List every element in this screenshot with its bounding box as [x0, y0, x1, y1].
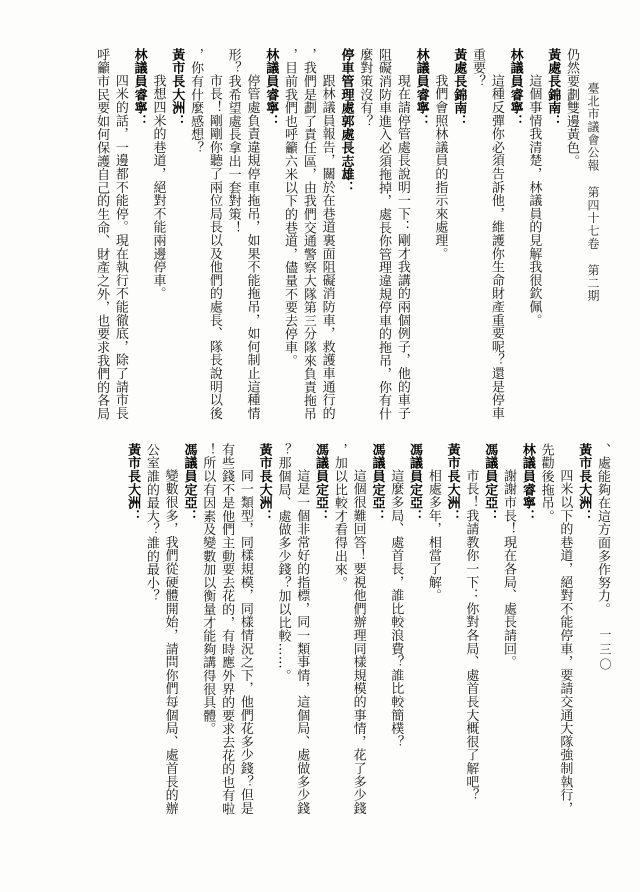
speech-line: ？那個局、處做多少錢？加以比較……。	[275, 443, 291, 683]
speech-line: 阻礙消防車進入必須拖掉，處長你管理違規停車的拖吊，你有什	[376, 48, 392, 421]
speech-line: 麼對策沒有？	[357, 48, 373, 128]
issue-number: 第二期	[586, 263, 600, 303]
speaker-label: 黃處長錦南：	[545, 48, 561, 128]
publication-title: 臺北市議會公報	[586, 82, 600, 172]
speaker-label: 黃市長大洲：	[125, 443, 141, 523]
speech-line: 我們會照林議員的指示來處理。	[432, 74, 448, 261]
speech-line: 公室誰的最大？誰的最小？	[143, 443, 159, 603]
speaker-label: 馮議員定亞：	[313, 443, 329, 523]
page-number: 一三〇	[598, 628, 612, 673]
speaker-label: 黃市長大洲：	[256, 443, 272, 523]
speech-line: ，我們是劃了責任區，由我們交通警察大隊第三分隊來負責拖吊	[300, 48, 316, 421]
speech-line: ，目前我們也呼籲六米以下的巷道，儘量不要去停車。	[282, 48, 298, 368]
speech-line: 這麼多局、處首長，誰比較浪費？誰比較簡樸？	[388, 469, 404, 749]
lower-text-block	[122, 443, 611, 823]
speech-line: ，加以比較才看得出來。	[331, 443, 347, 590]
speech-line: 這是一個非常好的指標，同一類事情，這個局、處做多少錢	[294, 469, 310, 815]
speech-line: 有些錢不是他們主動要去花的，有時應外界的要求去花的也有啦	[219, 443, 235, 816]
speech-line: 市長！我請教你一下：你對各局、處首長大概很了解吧？	[463, 469, 479, 802]
speech-line: 跟林議員報告，關於在巷道裏面阻礙消防車，救護車通行的	[319, 74, 335, 420]
speaker-label: 停車管理處郭處長志雄：	[338, 48, 354, 195]
volume-number: 第四十七卷	[586, 185, 600, 250]
speech-line: 呼籲市民要如何保護自己的生命、財產之外，也要求我們的各局	[94, 48, 110, 421]
speaker-label: 黃市長大洲：	[169, 48, 185, 128]
speech-line: 仍然要劃雙邊黃色。	[564, 48, 579, 168]
speaker-label: 馮議員定亞：	[181, 443, 197, 523]
upper-text-block	[91, 48, 580, 428]
speech-line: 形？我希望處長拿出一套對策！	[225, 48, 241, 235]
speaker-label: 林議員睿寧：	[263, 48, 279, 128]
speech-line: ，你有什麼感想？	[188, 48, 204, 155]
speech-line: 市長！剛剛你聽了兩位局長以及他們的處長、隊長說明以後	[206, 74, 222, 420]
speech-line: 四米以下的巷道，絕對不能停車，要請交通大隊強制執行，	[557, 469, 573, 815]
speech-line: 重要？	[470, 48, 486, 88]
speech-line: 我想四米的巷道，絕對不能兩邊停車。	[150, 74, 166, 301]
speaker-label: 黃市長大洲：	[444, 443, 460, 523]
speech-line: 謝謝市長！現在各局、處長請回。	[501, 469, 517, 669]
speech-line: 先勸後拖吊。	[538, 443, 554, 523]
speech-line: 同一類型，同樣規模，同樣情況之下，他們花多少錢？但是	[237, 469, 253, 815]
running-header	[585, 82, 601, 302]
speaker-label: 林議員睿寧：	[519, 443, 535, 523]
speech-line: 四米的話，一邊都不能停。現在執行不能徹底，除了請市長	[112, 74, 128, 420]
speaker-label: 林議員睿寧：	[507, 48, 523, 128]
speech-line: 、處能夠在這方面多作努力。	[595, 443, 610, 616]
speaker-label: 馮議員定亞：	[407, 443, 423, 523]
speech-line: 相處多年，相當了解。	[425, 469, 441, 602]
speech-line: 這種反彈你必須告訴他，維護你生命財產重要呢？還是停車	[488, 74, 504, 420]
speaker-label: 馮議員定亞：	[482, 443, 498, 523]
speech-line: 這個很難回答！要視他們辦理同樣規模的事情，花了多少錢	[350, 469, 366, 815]
speech-line: 變數很多，我們從硬體開始，請問你們每個局、處首長的辦	[162, 469, 178, 815]
speech-line: 這個事情我清楚，林議員的見解我很欽佩。	[526, 74, 542, 327]
speaker-label: 馮議員定亞：	[369, 443, 385, 523]
speech-line: 停管處負責違規停車拖吊，如果不能拖吊，如何制止這種情	[244, 74, 260, 420]
speaker-label: 黃市長大洲：	[576, 443, 592, 523]
speaker-label: 林議員睿寧：	[413, 48, 429, 128]
speaker-label: 黃處長錦南：	[451, 48, 467, 128]
speech-line: ！所以有因素及變數加以衡量才能夠講得很具體。	[200, 443, 216, 736]
speech-line: 現在請停管處長說明一下：剛才我講的兩個例子，他的車子	[394, 74, 410, 420]
speaker-label: 林議員睿寧：	[131, 48, 147, 128]
